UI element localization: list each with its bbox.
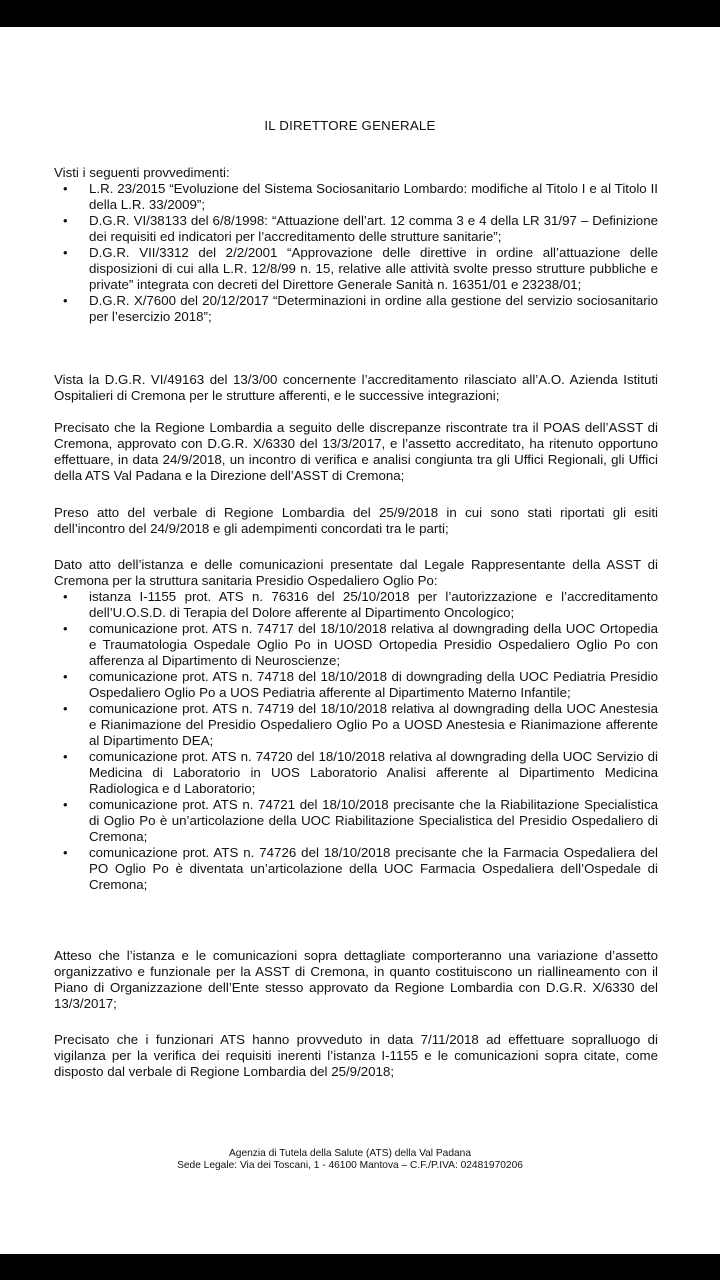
document-title: IL DIRETTORE GENERALE bbox=[264, 118, 436, 133]
section-precisato-funzionari bbox=[54, 1032, 658, 1080]
bottom-black-bar bbox=[0, 1254, 720, 1280]
section-precisato bbox=[54, 420, 658, 484]
section-visti bbox=[54, 165, 658, 325]
section-intro: Visti i seguenti provvedimenti: bbox=[54, 165, 230, 180]
paragraph: Vista la D.G.R. VI/49163 del 13/3/00 concernente l’accreditamento rilasciato all’A.O. Azienda Istituti Ospitalieri di Cremona per le strutture afferenti, e le successive integrazioni; bbox=[54, 372, 658, 403]
document-footer bbox=[0, 1148, 700, 1172]
section-vista bbox=[54, 372, 658, 404]
list-item: • comunicazione prot. ATS n. 74721 del 18/10/2018 precisante che la Riabilitazione Specialistica di Oglio Po è un’articolazione della UOC Riabilitazione Specialistica del Presidio Ospedaliero di Cremona; bbox=[54, 797, 658, 845]
section-intro: Dato atto dell’istanza e delle comunicazioni presentate dal Legale Rappresentante della ASST di Cremona per la struttura sanitaria Presidio Ospedaliero Oglio Po: bbox=[54, 557, 658, 588]
list-item: • comunicazione prot. ATS n. 74720 del 18/10/2018 relativa al downgrading della UOC Servizio di Medicina di Laboratorio in UOS Laboratorio Analisi afferente al Dipartimento Medicina Radiologica e d Laboratorio; bbox=[54, 749, 658, 797]
section-preso-atto bbox=[54, 505, 658, 537]
list-item: • D.G.R. VII/3312 del 2/2/2001 “Approvazione delle direttive in ordine all’attuazione delle disposizioni di cui alla L.R. 12/8/99 n. 15, relative alle attività svolte presso strutture pubbliche e private” integrata con decreti del Direttore Generale Sanità n. 16351/01 e 23238/01; bbox=[54, 245, 658, 293]
footer-agency: Agenzia di Tutela della Salute (ATS) della Val Padana bbox=[228, 1148, 471, 1159]
list-item: • comunicazione prot. ATS n. 74726 del 18/10/2018 precisante che la Farmacia Ospedaliera del PO Oglio Po è diventata un’articolazione della UOC Farmacia Ospedaliera dell’Ospedale di Cremona; bbox=[54, 845, 658, 893]
paragraph: Atteso che l’istanza e le comunicazioni sopra dettagliate comporteranno una variazione d’assetto organizzativo e funzionale per la ASST di Cremona, in quanto costituiscono un riallineamento con il Piano di Organizzazione dell’Ente stesso approvato da Regione Lombardia con D.G.R. X/6330 del 13/3/2017; bbox=[54, 948, 658, 1011]
top-black-bar bbox=[0, 0, 720, 27]
list-item: • L.R. 23/2015 “Evoluzione del Sistema Sociosanitario Lombardo: modifiche al Titolo I e al Titolo II della L.R. 33/2009”; bbox=[54, 181, 658, 213]
provvedimenti-list bbox=[54, 181, 658, 325]
paragraph: Precisato che la Regione Lombardia a seguito delle discrepanze riscontrate tra il POAS dell’ASST di Cremona, approvato con D.G.R. X/6330 del 13/3/2017, e l’assetto accreditato, ha ritenuto opportuno effettuare, in data 24/9/2018, un incontro di verifica e analisi congiunta tra gli Uffici Regionali, gli Uffici della ATS Val Padana e la Direzione dell’ASST di Cremona; bbox=[54, 420, 658, 483]
document-page[interactable] bbox=[0, 27, 720, 1254]
list-item: • comunicazione prot. ATS n. 74718 del 18/10/2018 di downgrading della UOC Pediatria Presidio Ospedaliero Oglio Po a UOS Pediatria afferente al Dipartimento Materno Infantile; bbox=[54, 669, 658, 701]
list-item: • comunicazione prot. ATS n. 74717 del 18/10/2018 relativa al downgrading della UOC Ortopedia e Traumatologia Ospedale Oglio Po in UOSD Ortopedia Presidio Ospedaliero Oglio Po con afferenza al Dipartimento di Neuroscienze; bbox=[54, 621, 658, 669]
paragraph: Precisato che i funzionari ATS hanno provveduto in data 7/11/2018 ad effettuare sopralluogo di vigilanza per la verifica dei requisiti inerenti l’istanza I-1155 e le comunicazioni sopra citate, come disposto dal verbale di Regione Lombardia del 25/9/2018; bbox=[54, 1032, 658, 1079]
footer-address: Sede Legale: Via dei Toscani, 1 - 46100 Mantova – C.F./P.IVA: 02481970206 bbox=[177, 1160, 523, 1171]
comunicazioni-list bbox=[54, 589, 658, 893]
section-dato-atto bbox=[54, 557, 658, 893]
paragraph: Preso atto del verbale di Regione Lombardia del 25/9/2018 in cui sono stati riportati gli esiti dell’incontro del 24/9/2018 e gli adempimenti concordati tra le parti; bbox=[54, 505, 658, 536]
list-item: • comunicazione prot. ATS n. 74719 del 18/10/2018 relativa al downgrading della UOC Anestesia e Rianimazione del Presidio Ospedaliero Oglio Po a UOSD Anestesia e Rianimazione afferente al Dipartimento DEA; bbox=[54, 701, 658, 749]
section-atteso bbox=[54, 948, 658, 1012]
list-item: • D.G.R. X/7600 del 20/12/2017 “Determinazioni in ordine alla gestione del servizio sociosanitario per l’esercizio 2018”; bbox=[54, 293, 658, 325]
list-item: • istanza I-1155 prot. ATS n. 76316 del 25/10/2018 per l’autorizzazione e l’accreditamento dell’U.O.S.D. di Terapia del Dolore afferente al Dipartimento Oncologico; bbox=[54, 589, 658, 621]
list-item: • D.G.R. VI/38133 del 6/8/1998: “Attuazione dell’art. 12 comma 3 e 4 della LR 31/97 – Definizione dei requisiti ed indicatori per l’accreditamento delle strutture sanitarie”; bbox=[54, 213, 658, 245]
